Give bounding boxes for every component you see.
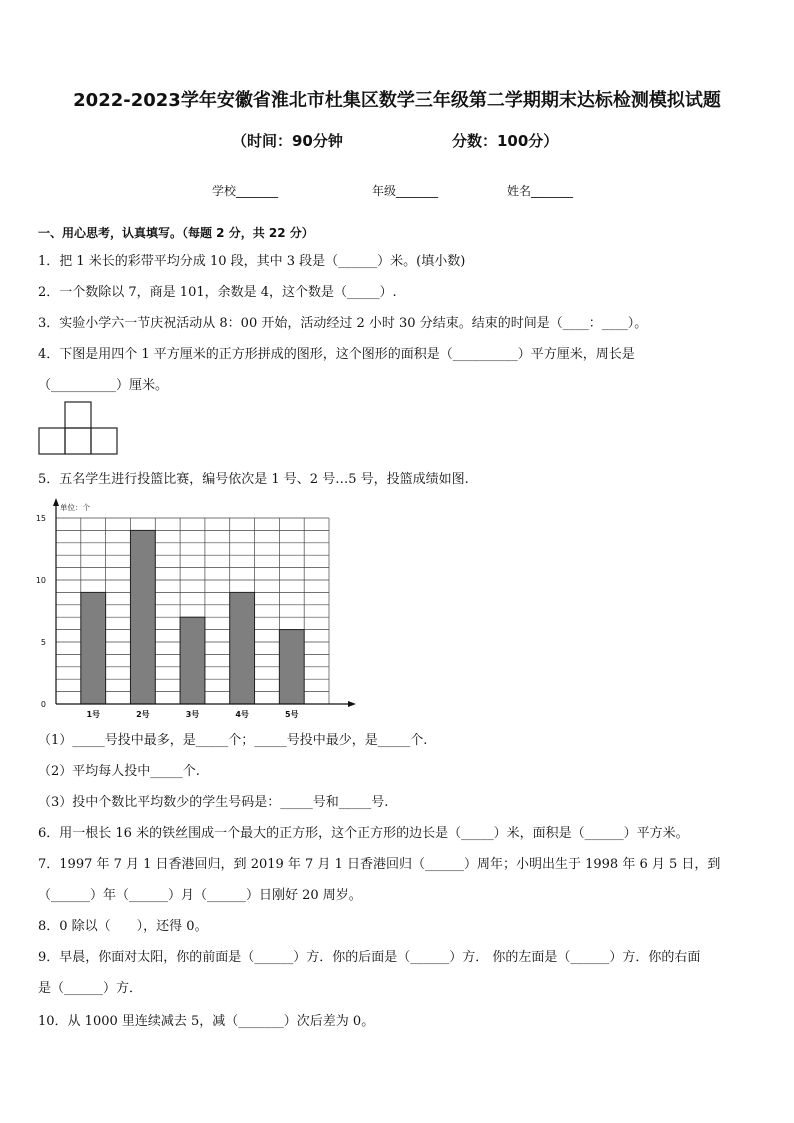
x-tick-label: 4号 — [235, 710, 249, 719]
x-tick-label: 1号 — [86, 710, 101, 719]
question-1: 1．把 1 米长的彩带平均分成 10 段，其中 3 段是（______）米。(填小数) — [38, 254, 466, 269]
x-axis-arrow — [348, 701, 356, 707]
name-field: 姓名_______ — [507, 184, 574, 198]
question-6: 6．用一根长 16 米的铁丝围成一个最大的正方形，这个正方形的边长是（_____）米，面积是（______）平方米。 — [38, 826, 689, 841]
bar-4 — [230, 592, 255, 704]
exam-title: 2022-2023学年安徽省淮北市杜集区数学三年级第二学期期末达标检测模拟试题 — [73, 90, 721, 111]
exam-time: （时间：90分钟 — [232, 132, 343, 150]
y-tick-label: 5 — [40, 638, 46, 647]
y-tick-label: 10 — [35, 576, 46, 585]
x-tick-label: 3号 — [185, 710, 200, 719]
bar-5 — [279, 630, 304, 704]
bar-3 — [180, 617, 205, 704]
figure-square-bottom-middle — [65, 428, 91, 454]
question-4-line-2: （__________）厘米。 — [38, 378, 169, 393]
y-tick-label: 0 — [40, 700, 46, 709]
section-title: 一、用心思考，认真填写。（每题 2 分，共 22 分） — [38, 226, 314, 240]
basketball-bar-chart — [34, 498, 364, 723]
figure-square-bottom-left — [39, 428, 65, 454]
school-field: 学校_______ — [212, 184, 279, 198]
square-figure — [38, 401, 122, 459]
question-5-part-1: （1）_____号投中最多，是_____个；_____号投中最少，是_____个. — [38, 733, 428, 748]
question-9-line-2: 是（______）方． — [38, 981, 143, 996]
question-5-part-3: （3）投中个数比平均数少的学生号码是：_____号和_____号. — [38, 795, 389, 810]
question-5-part-2: （2）平均每人投中_____个. — [38, 764, 200, 779]
question-3: 3．实验小学六一节庆祝活动从 8：00 开始，活动经过 2 小时 30 分结束。结束的时间是（____：____）。 — [38, 316, 648, 331]
unit-label: 单位：个 — [60, 503, 90, 512]
bar-2 — [130, 530, 155, 704]
question-8: 8．0 除以（ ），还得 0。 — [38, 919, 208, 934]
question-10: 10．从 1000 里连续减去 5，减（_______）次后差为 0。 — [38, 1014, 375, 1029]
question-5: 5．五名学生进行投篮比赛，编号依次是 1 号、2 号…5 号，投篮成绩如图. — [38, 472, 469, 487]
question-4-line-1: 4．下图是用四个 1 平方厘米的正方形拼成的图形，这个图形的面积是（__________）平方厘米，周长是 — [38, 347, 635, 362]
question-9-line-1: 9．早晨，你面对太阳，你的前面是（______）方．你的后面是（______）方． 你的左面是（______）方．你的右面 — [38, 950, 701, 965]
x-tick-label: 2号 — [136, 710, 150, 719]
question-7-line-1: 7．1997 年 7 月 1 日香港回归，到 2019 年 7 月 1 日香港回归（______）周年；小明出生于 1998 年 6 月 5 日，到 — [38, 857, 721, 872]
y-tick-label: 15 — [35, 514, 46, 523]
question-7-line-2: （______）年（______）月（______）日刚好 20 周岁。 — [38, 888, 362, 903]
figure-square-bottom-right — [91, 428, 117, 454]
question-2: 2．一个数除以 7，商是 101，余数是 4，这个数是（_____）. — [38, 285, 397, 300]
bar-1 — [81, 592, 106, 704]
grade-field: 年级_______ — [372, 184, 439, 198]
figure-square-top — [65, 402, 91, 428]
y-axis-arrow — [53, 498, 59, 506]
x-tick-label: 5号 — [284, 710, 299, 719]
exam-score: 分数：100分） — [452, 132, 559, 150]
